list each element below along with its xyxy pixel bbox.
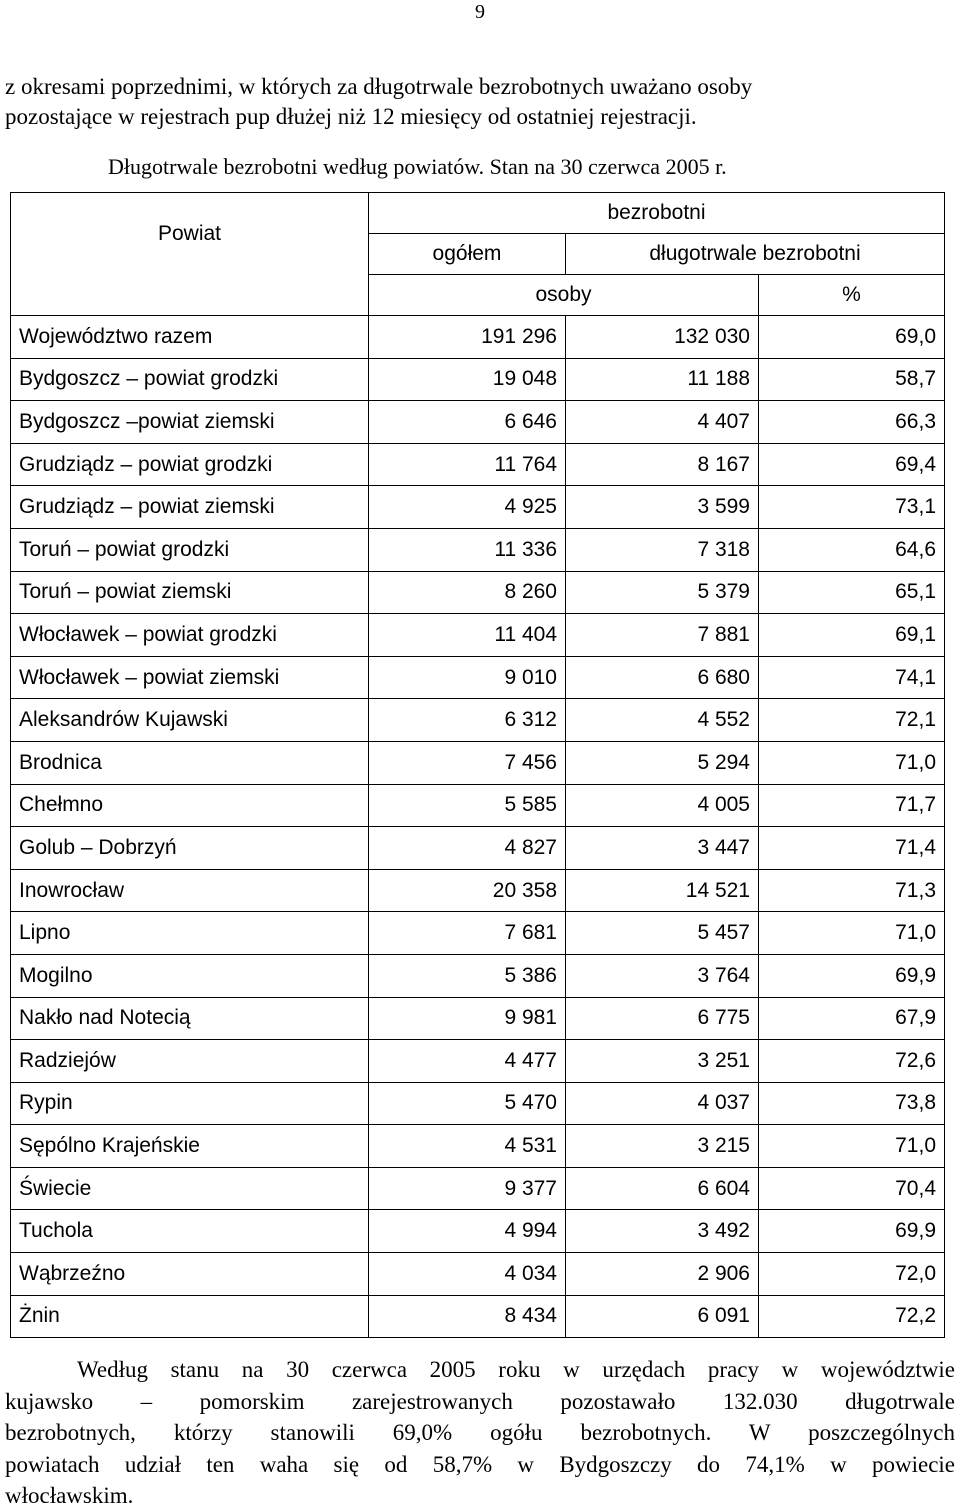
summary-paragraph: [5, 1354, 955, 1512]
table-row: [11, 1167, 945, 1210]
header-bezrobotni: bezrobotni: [369, 193, 945, 234]
cell-dlugotrwale: 3 492: [566, 1210, 759, 1253]
cell-powiat: Grudziądz – powiat grodzki: [11, 443, 369, 486]
cell-powiat: Brodnica: [11, 741, 369, 784]
table-body: [11, 316, 945, 1338]
cell-procent: 69,9: [759, 954, 945, 997]
cell-powiat: Aleksandrów Kujawski: [11, 699, 369, 742]
summary-line: włocławskim.: [5, 1483, 134, 1508]
cell-dlugotrwale: 6 775: [566, 997, 759, 1040]
cell-dlugotrwale: 4 005: [566, 784, 759, 827]
cell-ogolem: 4 827: [369, 827, 566, 870]
cell-procent: 58,7: [759, 358, 945, 401]
cell-ogolem: 8 434: [369, 1295, 566, 1338]
cell-powiat: Świecie: [11, 1167, 369, 1210]
cell-procent: 69,1: [759, 614, 945, 657]
page-number: 9: [475, 1, 485, 23]
cell-dlugotrwale: 6 091: [566, 1295, 759, 1338]
cell-powiat: Mogilno: [11, 954, 369, 997]
table-row: [11, 827, 945, 870]
cell-powiat: Sępólno Krajeńskie: [11, 1125, 369, 1168]
cell-powiat: Radziejów: [11, 1040, 369, 1083]
cell-dlugotrwale: 11 188: [566, 358, 759, 401]
table-row: [11, 699, 945, 742]
header-dlugotrwale: długotrwale bezrobotni: [566, 234, 945, 275]
table-row: [11, 741, 945, 784]
cell-ogolem: 7 456: [369, 741, 566, 784]
intro-line: z okresami poprzednimi, w których za długotrwale bezrobotnych uważano osoby: [5, 74, 753, 99]
cell-procent: 67,9: [759, 997, 945, 1040]
cell-procent: 69,0: [759, 316, 945, 359]
cell-ogolem: 4 477: [369, 1040, 566, 1083]
header-unit-percent: %: [759, 275, 945, 316]
cell-dlugotrwale: 4 407: [566, 401, 759, 444]
cell-powiat: Toruń – powiat grodzki: [11, 528, 369, 571]
header-powiat: Powiat: [11, 193, 369, 275]
cell-powiat: Rypin: [11, 1082, 369, 1125]
table-row: [11, 954, 945, 997]
cell-procent: 66,3: [759, 401, 945, 444]
cell-powiat: Włocławek – powiat ziemski: [11, 656, 369, 699]
cell-dlugotrwale: 3 447: [566, 827, 759, 870]
cell-dlugotrwale: 7 318: [566, 528, 759, 571]
cell-procent: 71,0: [759, 741, 945, 784]
cell-procent: 72,6: [759, 1040, 945, 1083]
cell-powiat: Nakło nad Notecią: [11, 997, 369, 1040]
cell-procent: 64,6: [759, 528, 945, 571]
header-unit-osoby: osoby: [369, 275, 759, 316]
cell-ogolem: 4 925: [369, 486, 566, 529]
cell-ogolem: 20 358: [369, 869, 566, 912]
cell-procent: 71,0: [759, 912, 945, 955]
cell-dlugotrwale: 4 037: [566, 1082, 759, 1125]
cell-procent: 73,1: [759, 486, 945, 529]
header-ogolem: ogółem: [369, 234, 566, 275]
table-row: [11, 1082, 945, 1125]
table-row: [11, 997, 945, 1040]
table-row: [11, 614, 945, 657]
table-row: [11, 528, 945, 571]
cell-procent: 71,3: [759, 869, 945, 912]
table-row: [11, 571, 945, 614]
cell-ogolem: 9 377: [369, 1167, 566, 1210]
cell-dlugotrwale: 8 167: [566, 443, 759, 486]
cell-ogolem: 7 681: [369, 912, 566, 955]
cell-ogolem: 11 404: [369, 614, 566, 657]
intro-paragraph: [5, 72, 955, 132]
table-row: [11, 869, 945, 912]
cell-procent: 72,0: [759, 1253, 945, 1296]
cell-procent: 72,2: [759, 1295, 945, 1338]
cell-ogolem: 5 585: [369, 784, 566, 827]
header-empty: [11, 275, 369, 316]
cell-ogolem: 4 994: [369, 1210, 566, 1253]
cell-procent: 71,7: [759, 784, 945, 827]
table-row: [11, 784, 945, 827]
cell-dlugotrwale: 2 906: [566, 1253, 759, 1296]
cell-powiat: Żnin: [11, 1295, 369, 1338]
cell-procent: 69,4: [759, 443, 945, 486]
cell-procent: 71,0: [759, 1125, 945, 1168]
table-caption: Długotrwale bezrobotni według powiatów. Stan na 30 czerwca 2005 r.: [108, 154, 727, 179]
cell-dlugotrwale: 3 215: [566, 1125, 759, 1168]
summary-line: bezrobotnych, którzy stanowili 69,0% ogółu bezrobotnych. W poszczególnych: [5, 1420, 955, 1445]
cell-ogolem: 6 312: [369, 699, 566, 742]
cell-procent: 74,1: [759, 656, 945, 699]
cell-powiat: Województwo razem: [11, 316, 369, 359]
cell-ogolem: 5 470: [369, 1082, 566, 1125]
cell-ogolem: 4 034: [369, 1253, 566, 1296]
summary-line: powiatach udział ten waha się od 58,7% w Bydgoszczy do 74,1% w powiecie: [5, 1451, 955, 1477]
cell-powiat: Włocławek – powiat grodzki: [11, 614, 369, 657]
cell-powiat: Toruń – powiat ziemski: [11, 571, 369, 614]
cell-powiat: Golub – Dobrzyń: [11, 827, 369, 870]
table-row: [11, 1210, 945, 1253]
table-row: [11, 316, 945, 359]
table-row: [11, 443, 945, 486]
cell-ogolem: 11 764: [369, 443, 566, 486]
cell-ogolem: 191 296: [369, 316, 566, 359]
cell-dlugotrwale: 3 764: [566, 954, 759, 997]
cell-dlugotrwale: 5 294: [566, 741, 759, 784]
cell-procent: 70,4: [759, 1167, 945, 1210]
cell-powiat: Bydgoszcz –powiat ziemski: [11, 401, 369, 444]
table-row: [11, 358, 945, 401]
cell-ogolem: 5 386: [369, 954, 566, 997]
table-row: [11, 401, 945, 444]
table-row: [11, 486, 945, 529]
cell-ogolem: 9 010: [369, 656, 566, 699]
table-row: [11, 656, 945, 699]
table-row: [11, 1040, 945, 1083]
table-row: [11, 1253, 945, 1296]
cell-powiat: Grudziądz – powiat ziemski: [11, 486, 369, 529]
cell-dlugotrwale: 3 251: [566, 1040, 759, 1083]
table-row: [11, 1295, 945, 1338]
cell-ogolem: 8 260: [369, 571, 566, 614]
cell-procent: 65,1: [759, 571, 945, 614]
table-row: [11, 912, 945, 955]
cell-ogolem: 9 981: [369, 997, 566, 1040]
cell-ogolem: 19 048: [369, 358, 566, 401]
cell-dlugotrwale: 4 552: [566, 699, 759, 742]
cell-dlugotrwale: 6 680: [566, 656, 759, 699]
table-row: [11, 1125, 945, 1168]
cell-procent: 73,8: [759, 1082, 945, 1125]
cell-powiat: Wąbrzeźno: [11, 1253, 369, 1296]
unemployment-table: [10, 192, 945, 1338]
cell-ogolem: 4 531: [369, 1125, 566, 1168]
cell-powiat: Inowrocław: [11, 869, 369, 912]
cell-dlugotrwale: 5 379: [566, 571, 759, 614]
summary-line: Według stanu na 30 czerwca 2005 roku w urzędach pracy w województwie: [77, 1357, 955, 1382]
cell-procent: 71,4: [759, 827, 945, 870]
cell-dlugotrwale: 14 521: [566, 869, 759, 912]
cell-powiat: Chełmno: [11, 784, 369, 827]
cell-dlugotrwale: 6 604: [566, 1167, 759, 1210]
cell-ogolem: 11 336: [369, 528, 566, 571]
summary-line: kujawsko – pomorskim zarejestrowanych pozostawało 132.030 długotrwale: [5, 1388, 955, 1414]
cell-procent: 72,1: [759, 699, 945, 742]
intro-line: pozostające w rejestrach pup dłużej niż 12 miesięcy od ostatniej rejestracji.: [5, 104, 697, 129]
cell-powiat: Lipno: [11, 912, 369, 955]
cell-powiat: Bydgoszcz – powiat grodzki: [11, 358, 369, 401]
cell-dlugotrwale: 132 030: [566, 316, 759, 359]
cell-ogolem: 6 646: [369, 401, 566, 444]
cell-powiat: Tuchola: [11, 1210, 369, 1253]
cell-dlugotrwale: 7 881: [566, 614, 759, 657]
cell-dlugotrwale: 3 599: [566, 486, 759, 529]
cell-dlugotrwale: 5 457: [566, 912, 759, 955]
cell-procent: 69,9: [759, 1210, 945, 1253]
